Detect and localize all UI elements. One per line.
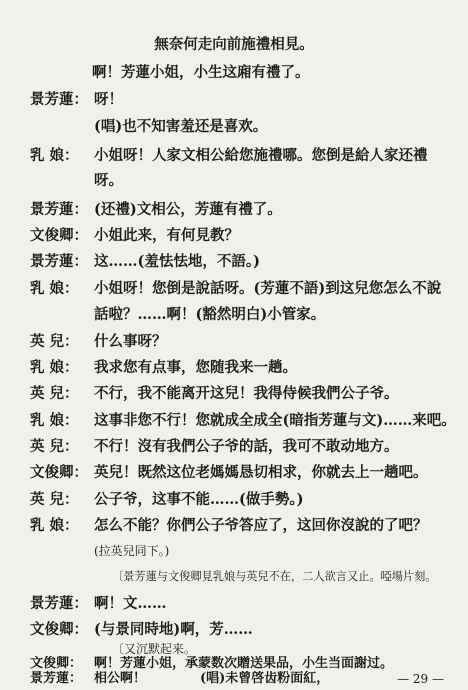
speaker-label: 英 兒： [30,438,79,455]
script-line [0,304,468,326]
dialogue-text: (与景同時地)啊，芳…… [94,621,253,638]
dialogue-text: (唱)未曾啓齿粉面紅， [200,671,330,686]
dialogue-text: 这事非您不行！您就成全成全(暗指芳蓮与文)……来吧。 [94,412,456,429]
speaker-label: 景芳蓮： [30,671,83,686]
script-line [0,593,468,615]
speaker-label: 景芳蓮： [30,201,88,218]
speaker-label: 乳 娘： [30,359,79,376]
script-line [0,410,468,432]
speaker-label: 乳 娘： [30,280,79,297]
script-line [0,436,468,458]
dialogue-text: (唱)也不知害羞还是喜欢。 [94,118,268,135]
speaker-label: 景芳蓮： [30,253,88,270]
heading-text: 無奈何走向前施禮相見。 [154,36,314,53]
dialogue-text: 啊！芳蓮小姐，承蒙数次贈送果品，小生当面謝过。 [94,656,394,671]
speaker-label: 文俊卿： [30,464,88,481]
stage-direction: 〔又沉默起来。 [112,642,197,656]
script-line [0,515,468,537]
script-line [0,251,468,273]
stage-direction: 〔景芳蓮与文俊卿見乳娘与英兒不在，二人欲言又止。啞場片刻。 [112,570,437,583]
script-line [0,116,468,138]
script-line [0,199,468,221]
dialogue-text: 公子爷，这事不能……(做手勢。) [94,491,304,508]
dialogue-text: 什么事呀？ [94,333,167,350]
dialogue-text: 不行！沒有我們公子爷的話，我可不敢动地方。 [94,438,399,455]
speaker-label: 英 兒： [30,333,79,350]
page-number: — 29 — [397,672,444,686]
script-line [0,640,468,658]
dialogue-text: 英兒！既然这位老媽媽恳切相求，你就去上一趟吧。 [94,464,428,481]
speaker-label: 景芳蓮： [30,91,88,108]
dialogue-text: 話啦？……啊！(豁然明白)小管家。 [94,306,326,323]
dialogue-text: 不行，我不能离开这兒！我得侍候我們公子爷。 [94,385,399,402]
script-line [0,225,468,247]
speaker-label: 乳 娘： [30,412,79,429]
speaker-label: 文俊卿： [30,656,83,671]
speaker-label: 英 兒： [30,491,79,508]
dialogue-text: 小姐此来，有何見教？ [94,227,239,244]
dialogue-text: 啊！文…… [94,595,167,612]
dialogue-text: 啊！芳蓮小姐，小生这廂有禮了。 [92,64,310,81]
script-line [0,62,468,84]
script-line [0,489,468,511]
script-line [0,540,468,562]
speaker-label: 文俊卿： [30,227,88,244]
dialogue-text: (还禮)文相公，芳蓮有禮了。 [94,201,282,218]
script-line [0,145,468,167]
speaker-label: 乳 娘： [30,147,79,164]
dialogue-text: 相公啊！ [94,671,147,686]
dialogue-text: 怎么不能？你們公子爷答应了，这回你沒說的了吧？ [94,517,428,534]
script-line [0,170,468,192]
script-line [0,619,468,641]
speaker-label: 乳 娘： [30,517,79,534]
dialogue-text: 小姐呀！人家文相公給您施禮哪。您倒是給人家还禮 [94,147,428,164]
script-line [0,383,468,405]
dialogue-text: 我求您有点事，您随我来一趟。 [94,359,297,376]
script-line [0,89,468,111]
script-line [0,278,468,300]
script-line [0,566,468,588]
stage-direction: (拉英兒同下。) [94,544,170,558]
dialogue-text: 这……(羞怯怯地，不語。) [94,253,260,270]
script-line [0,462,468,484]
speaker-label: 英 兒： [30,385,79,402]
script-line [0,357,468,379]
dialogue-text: 小姐呀！您倒是說話呀。(芳蓮不語)到这兒您怎么不說 [94,280,442,297]
dialogue-text: 呀！ [94,91,123,108]
verse-heading [0,34,468,56]
speaker-label: 景芳蓮： [30,595,88,612]
speaker-label: 文俊卿： [30,621,88,638]
dialogue-text: 呀。 [94,172,123,189]
script-line [0,331,468,353]
